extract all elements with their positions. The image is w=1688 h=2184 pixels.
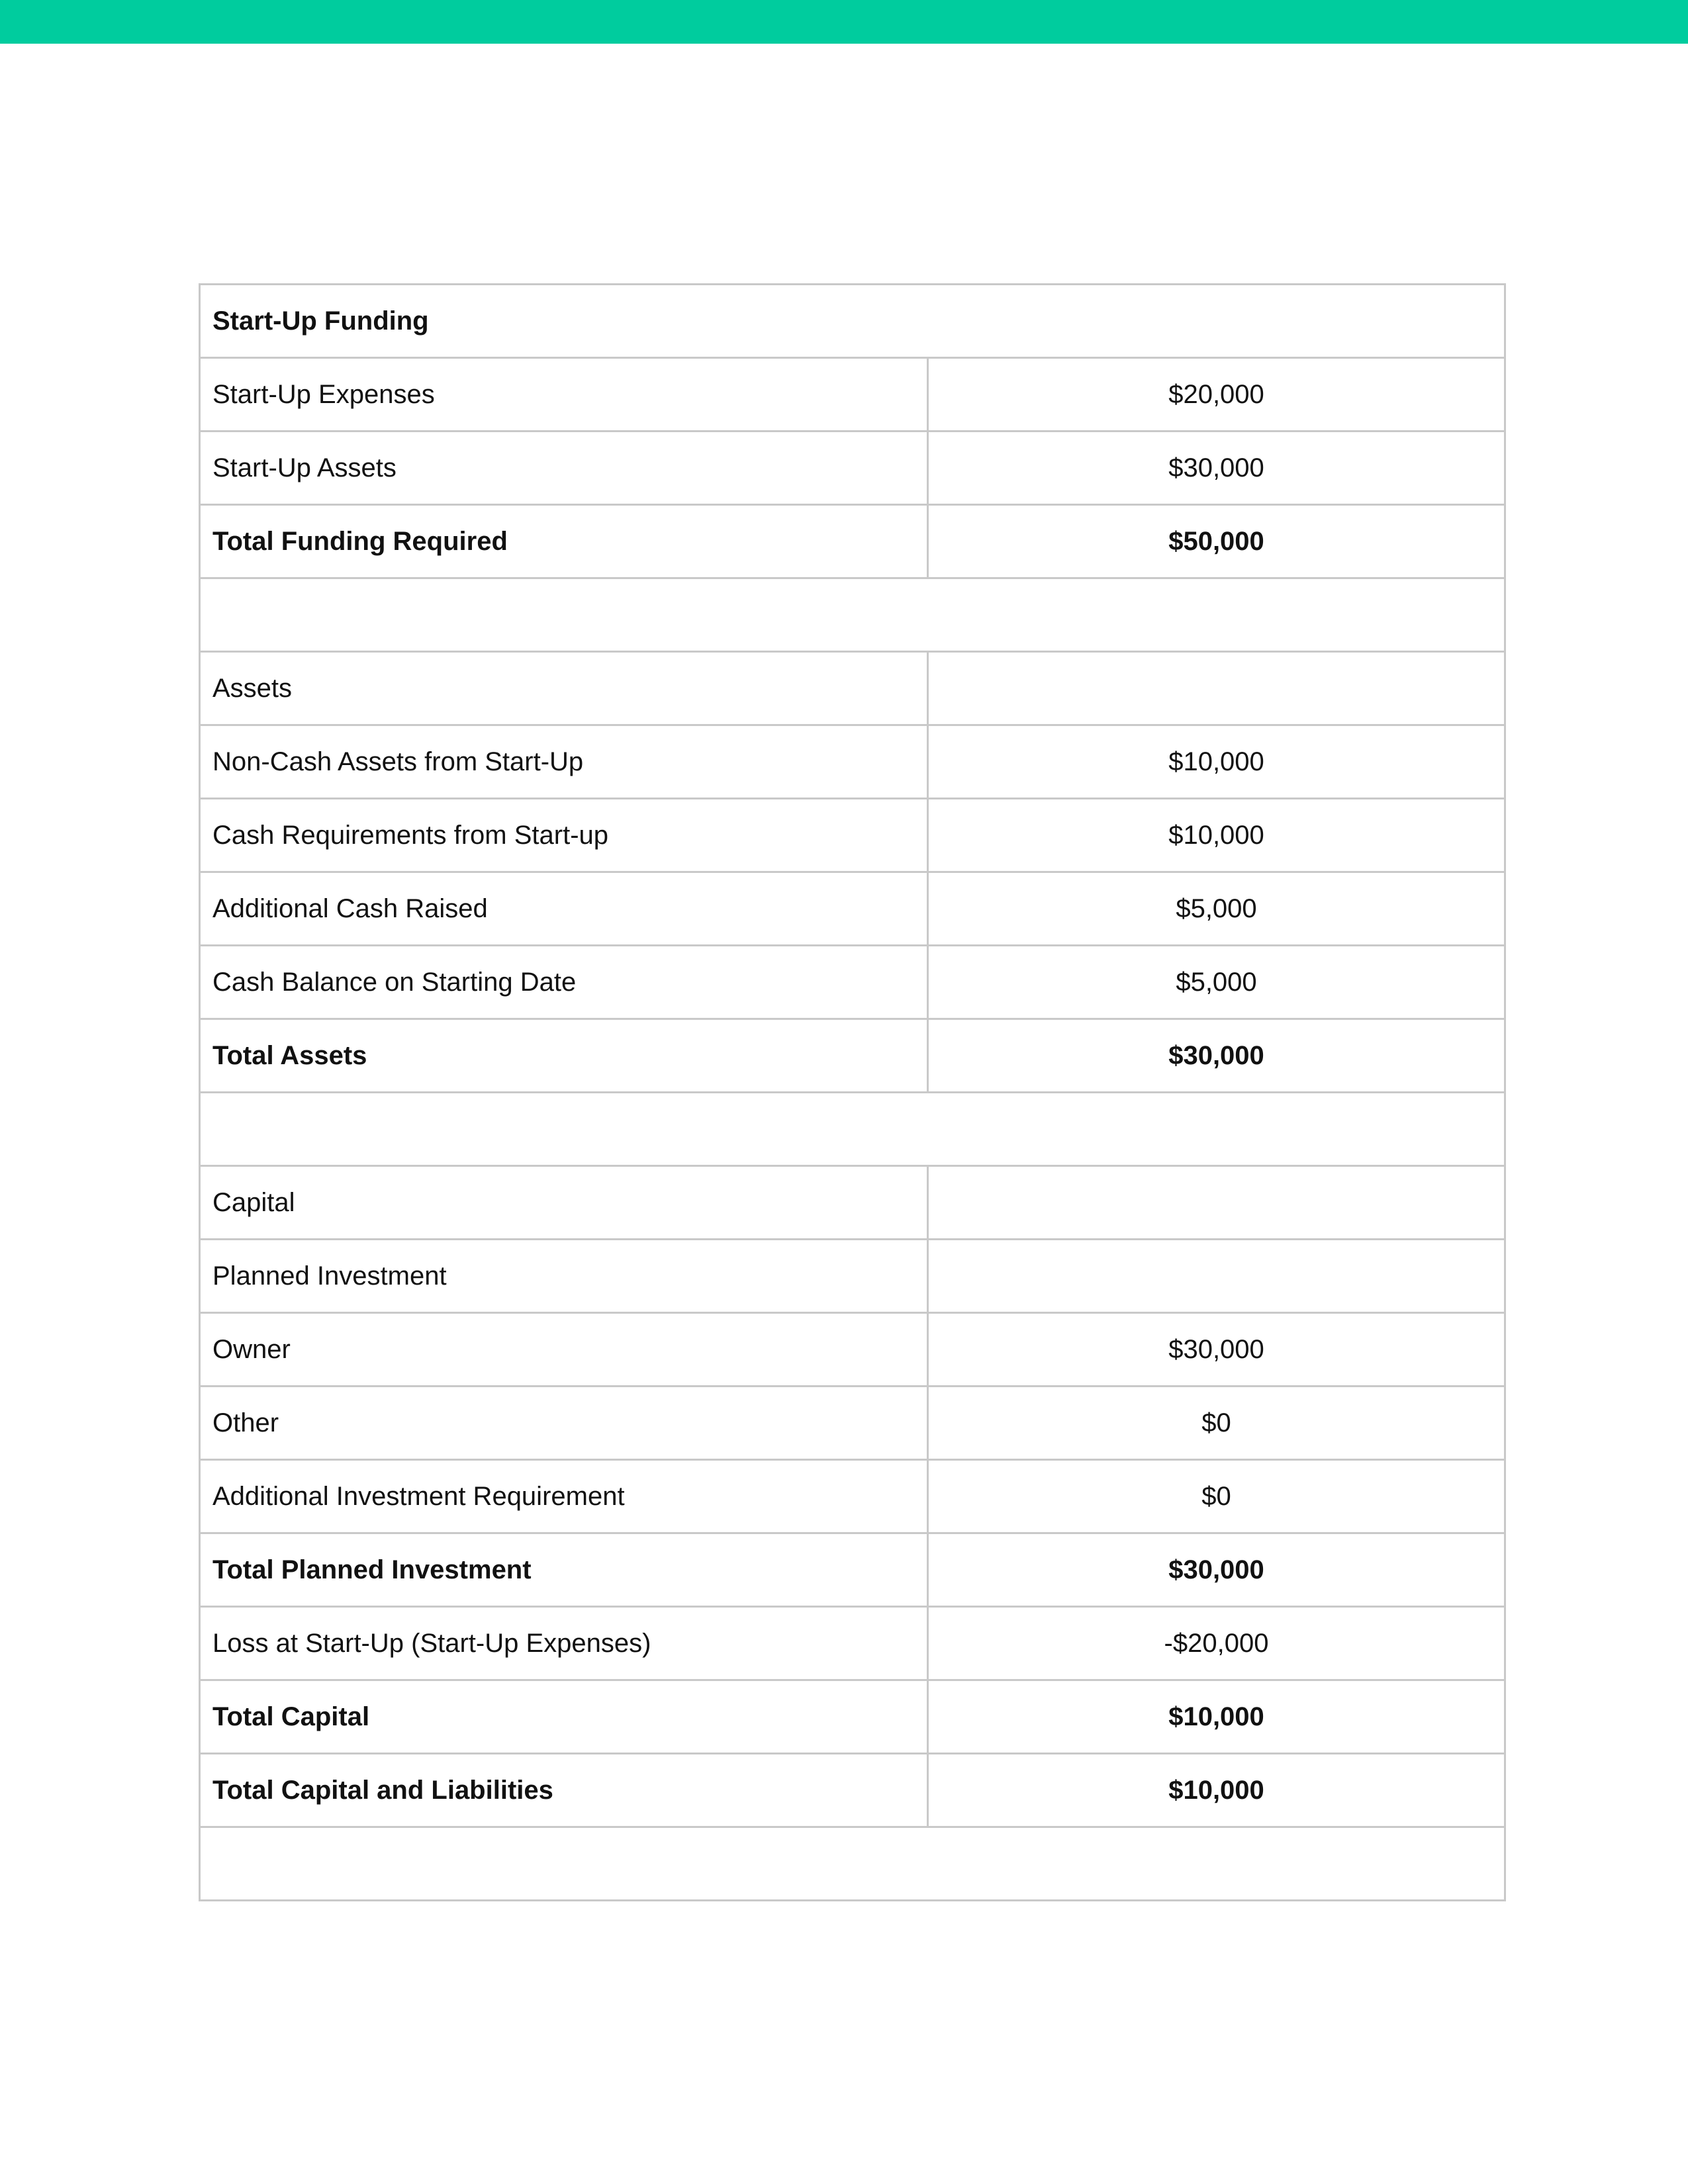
row-label: Other <box>200 1387 928 1460</box>
table-row <box>200 1460 1505 1533</box>
table-row <box>200 358 1505 432</box>
table-row <box>200 1607 1505 1680</box>
row-value: $30,000 <box>928 1019 1505 1093</box>
row-label: Additional Investment Requirement <box>200 1460 928 1533</box>
table-header-row <box>200 285 1505 358</box>
table-row <box>200 1166 1505 1240</box>
row-value <box>928 1240 1505 1313</box>
table-row <box>200 1313 1505 1387</box>
row-label: Total Planned Investment <box>200 1533 928 1607</box>
row-value: $10,000 <box>928 1754 1505 1827</box>
row-label: Assets <box>200 652 928 725</box>
table-row <box>200 432 1505 505</box>
spacer-cell <box>200 1827 1505 1901</box>
row-label: Additional Cash Raised <box>200 872 928 946</box>
row-label: Cash Balance on Starting Date <box>200 946 928 1019</box>
row-value: $10,000 <box>928 799 1505 872</box>
table-title: Start-Up Funding <box>200 285 1505 358</box>
row-label: Total Capital <box>200 1680 928 1754</box>
row-value: -$20,000 <box>928 1607 1505 1680</box>
row-value <box>928 652 1505 725</box>
table-row <box>200 652 1505 725</box>
row-value: $10,000 <box>928 725 1505 799</box>
row-label: Loss at Start-Up (Start-Up Expenses) <box>200 1607 928 1680</box>
spacer-row <box>200 1093 1505 1166</box>
table-row <box>200 946 1505 1019</box>
table-row <box>200 1533 1505 1607</box>
table-row <box>200 1754 1505 1827</box>
row-label: Capital <box>200 1166 928 1240</box>
table-body <box>200 285 1505 1901</box>
startup-funding-table <box>199 283 1506 1901</box>
row-value: $10,000 <box>928 1680 1505 1754</box>
spacer-row <box>200 1827 1505 1901</box>
row-value: $0 <box>928 1460 1505 1533</box>
row-value: $0 <box>928 1387 1505 1460</box>
row-label: Total Funding Required <box>200 505 928 578</box>
table-row <box>200 505 1505 578</box>
row-value: $5,000 <box>928 872 1505 946</box>
table-row <box>200 1240 1505 1313</box>
row-label: Total Capital and Liabilities <box>200 1754 928 1827</box>
row-value: $50,000 <box>928 505 1505 578</box>
spacer-row <box>200 578 1505 652</box>
row-value <box>928 1166 1505 1240</box>
row-label: Cash Requirements from Start-up <box>200 799 928 872</box>
table-row <box>200 1019 1505 1093</box>
row-label: Total Assets <box>200 1019 928 1093</box>
row-label: Start-Up Assets <box>200 432 928 505</box>
row-value: $30,000 <box>928 432 1505 505</box>
table-row <box>200 799 1505 872</box>
row-label: Non-Cash Assets from Start-Up <box>200 725 928 799</box>
table-row <box>200 1680 1505 1754</box>
row-value: $5,000 <box>928 946 1505 1019</box>
table-row <box>200 1387 1505 1460</box>
row-label: Planned Investment <box>200 1240 928 1313</box>
top-accent-bar <box>0 0 1688 44</box>
row-label: Owner <box>200 1313 928 1387</box>
row-label: Start-Up Expenses <box>200 358 928 432</box>
row-value: $20,000 <box>928 358 1505 432</box>
spacer-cell <box>200 578 1505 652</box>
row-value: $30,000 <box>928 1533 1505 1607</box>
table-row <box>200 872 1505 946</box>
table-row <box>200 725 1505 799</box>
row-value: $30,000 <box>928 1313 1505 1387</box>
spacer-cell <box>200 1093 1505 1166</box>
